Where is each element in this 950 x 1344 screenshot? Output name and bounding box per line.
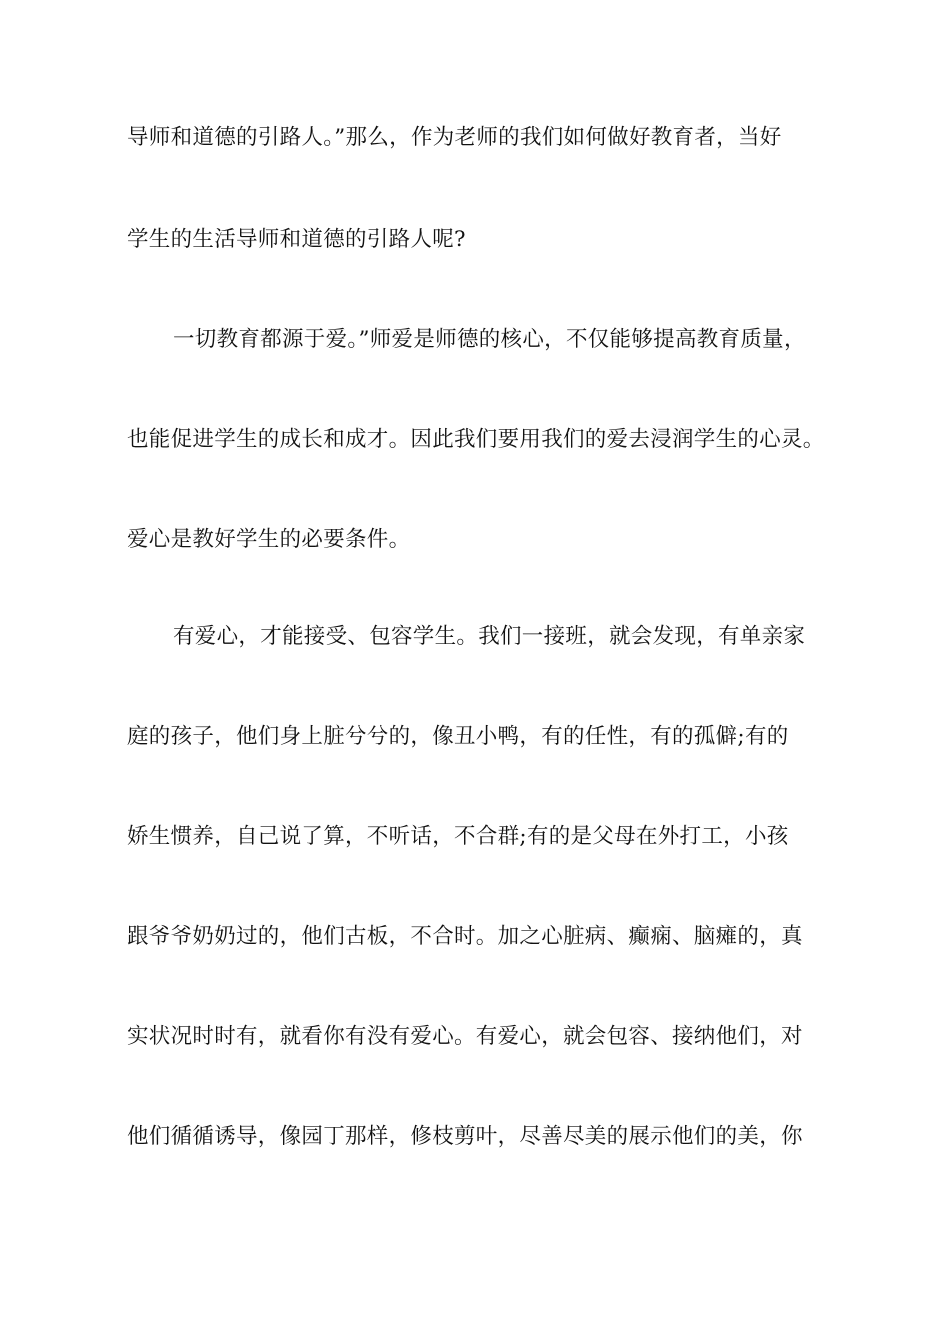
text-line-6: 有爱心，才能接受、包容学生。我们一接班，就会发现，有单亲家 (173, 624, 806, 649)
text-line-10: 实状况时时有，就看你有没有爱心。有爱心，就会包容、接纳他们，对 (127, 1024, 803, 1049)
text-line-7: 庭的孩子，他们身上脏兮兮的，像丑小鸭，有的任性，有的孤僻;有的 (127, 724, 789, 749)
text-line-3: 一切教育都源于爱。”师爱是师德的核心，不仅能够提高教育质量， (173, 327, 806, 352)
text-line-5: 爱心是教好学生的必要条件。 (127, 527, 411, 552)
text-line-4: 也能促进学生的成长和成才。因此我们要用我们的爱去浸润学生的心灵。 (127, 427, 825, 452)
text-line-1: 导师和道德的引路人。”那么，作为老师的我们如何做好教育者，当好 (127, 125, 782, 150)
text-line-9: 跟爷爷奶奶过的，他们古板，不合时。加之心脏病、癫痫、脑瘫的，真 (127, 924, 803, 949)
text-line-11: 他们循循诱导，像园丁那样，修枝剪叶，尽善尽美的展示他们的美，你 (127, 1124, 803, 1149)
text-line-2: 学生的生活导师和道德的引路人呢? (127, 227, 466, 252)
text-line-8: 娇生惯养，自己说了算，不听话，不合群;有的是父母在外打工，小孩 (127, 824, 789, 849)
